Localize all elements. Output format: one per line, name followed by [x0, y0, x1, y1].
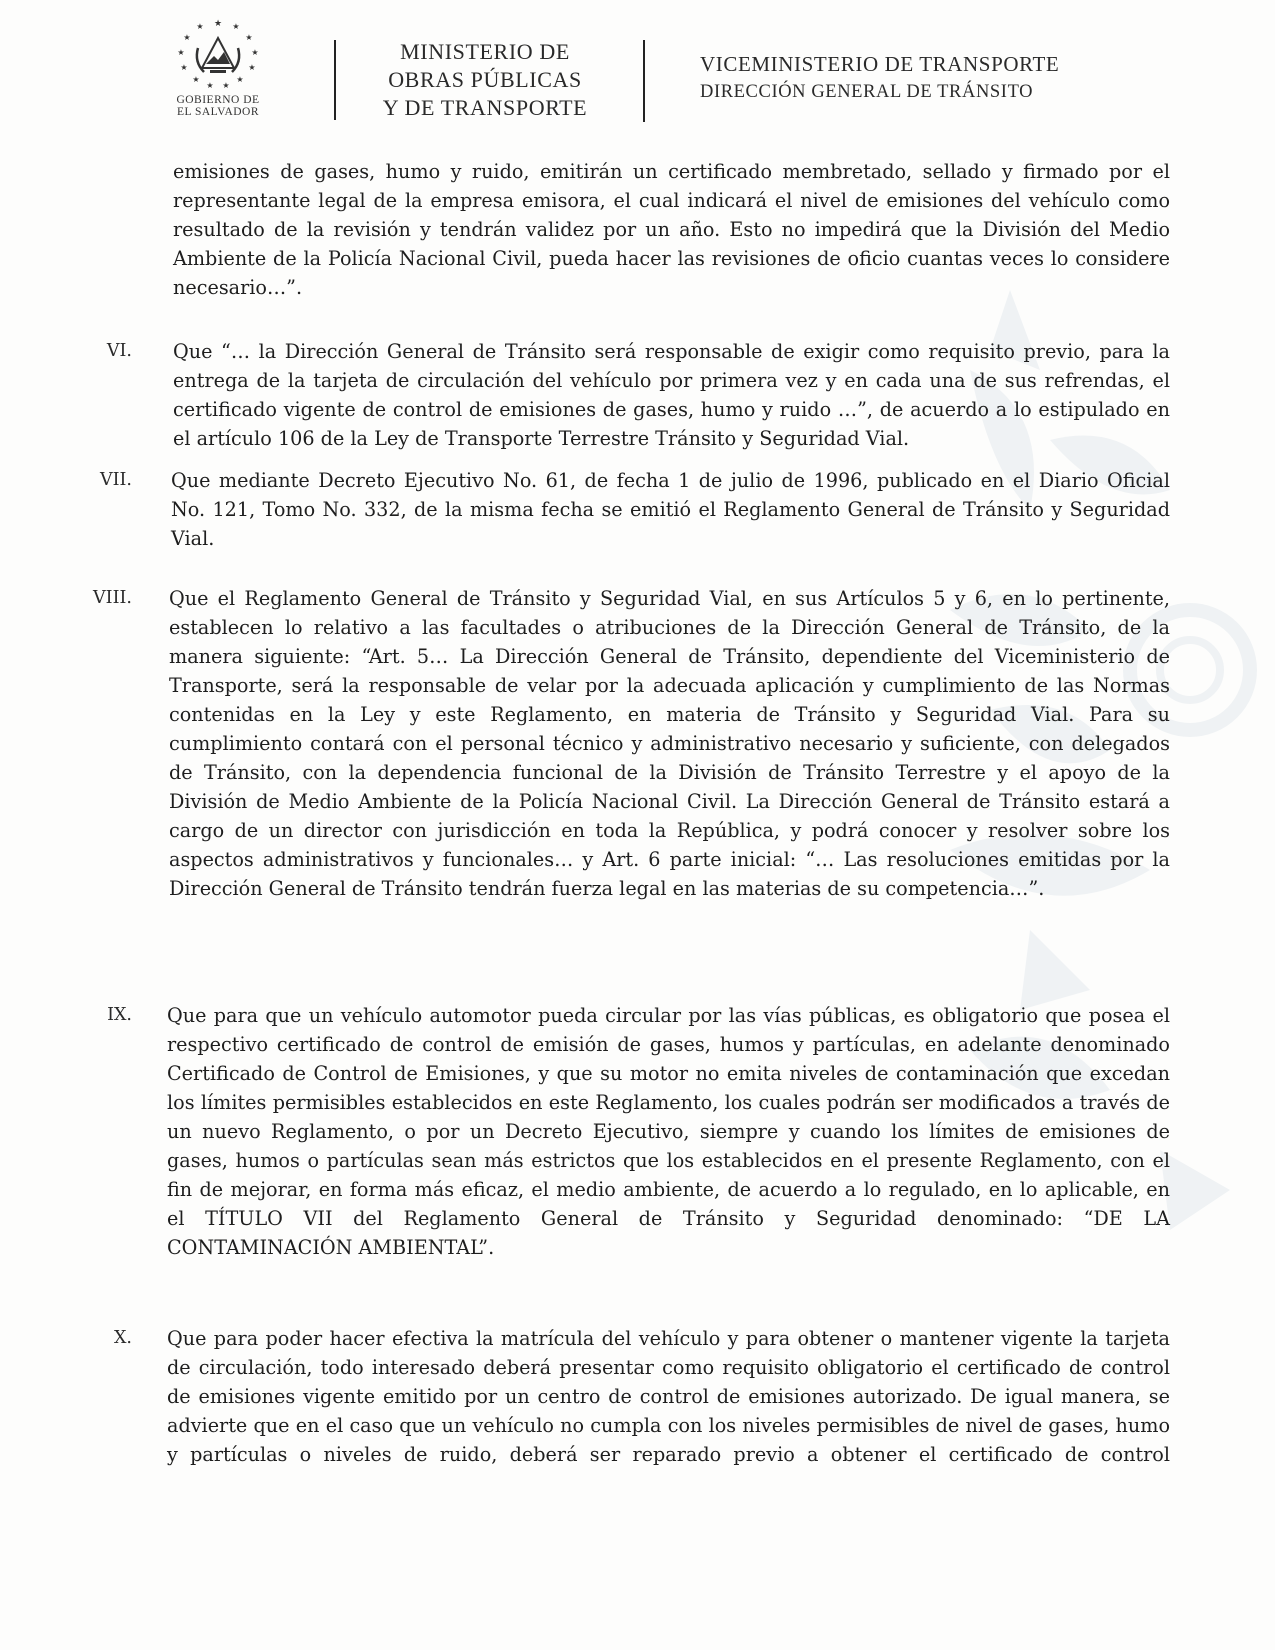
logo-caption: [158, 94, 278, 118]
vice-line2: DIRECCIÓN GENERAL DE TRÁNSITO: [700, 82, 1034, 102]
svg-text:★: ★: [232, 22, 240, 31]
svg-text:★: ★: [251, 48, 259, 57]
continuation-paragraph: emisiones de gases, humo y ruido, emitirán un certificado membretado, sellado y firmado por el representante legal de la empresa emisora, el cual indicará el nivel de emisiones del vehículo como resultado de la revisión y tendrán validez por un año. Esto no impedirá que la División del Medio Ambiente de la Policía Nacional Civil, pueda hacer las revisiones de oficio cuantas veces lo considere necesario…”.: [173, 160, 1170, 299]
item-number-viii: VIII.: [93, 588, 132, 608]
svg-text:★: ★: [213, 19, 223, 29]
ministry-line1: MINISTERIO DE: [400, 39, 570, 64]
header-divider-right: [643, 40, 645, 122]
svg-text:★: ★: [206, 81, 214, 90]
svg-text:★: ★: [236, 75, 244, 84]
item-text-vi: Que “… la Dirección General de Tránsito será responsable de exigir como requisito previo, para la entrega de la tarjeta de circulación del vehículo por primera vez y en cada una de sus refrendas, el certificado vigente de control de emisiones de gases, humo y ruido …”, de acuerdo a lo estipulado en el artículo 106 de la Ley de Transporte Terrestre Tránsito y Seguridad Vial.: [173, 340, 1170, 450]
item-text-viii: Que el Reglamento General de Tránsito y Seguridad Vial, en sus Artículos 5 y 6, en lo pertinente, establecen lo relativo a las facultades o atribuciones de la Dirección General de Tránsito, de la manera siguiente: “Art. 5… La Dirección General de Tránsito, dependiente del Viceministerio de Transporte, será la responsable de velar por la adecuada aplicación y cumplimiento de las Normas contenidas en la Ley y este Reglamento, en materia de Tránsito y Seguridad Vial. Para su cumplimiento contará con el personal técnico y administrativo necesario y suficiente, con delegados de Tránsito, con la dependencia funcional de la División de Tránsito Terrestre y el apoyo de la División de Medio Ambiente de la Policía Nacional Civil. La Dirección General de Tránsito estará a cargo de un director con jurisdicción en toda la República, y podrá conocer y resolver sobre los aspectos administrativos y funcionales… y Art. 6 parte inicial: “… Las resoluciones emitidas por la Dirección General de Tránsito tendrán fuerza legal en las materias de su competencia…”.: [169, 587, 1170, 900]
header-divider-left: [334, 40, 336, 120]
item-text-ix: Que para que un vehículo automotor pueda circular por las vías públicas, es obligatorio que posea el respectivo certificado de control de emisión de gases, humos y partículas, en adelante denominado Certificado de Control de Emisiones, y que su motor no emita niveles de contaminación que excedan los límites permisibles establecidos en este Reglamento, los cuales podrán ser modificados a través de un nuevo Reglamento, o por un Decreto Ejecutivo, siempre y cuando los límites de emisiones de gases, humos o partículas sean más estrictos que los establecidos en el presente Reglamento, con el fin de mejorar, en forma más eficaz, el medio ambiente, de acuerdo a lo regulado, en lo aplicable, en el TÍTULO VII del Reglamento General de Tránsito y Seguridad denominado: “DE LA CONTAMINACIÓN AMBIENTAL”.: [167, 1004, 1170, 1259]
item-number-vi: VI.: [106, 341, 132, 361]
svg-text:★: ★: [248, 63, 256, 72]
item-number-x: X.: [113, 1328, 132, 1348]
logo-text-line1: GOBIERNO DE: [176, 94, 260, 106]
logo-text-line2: EL SALVADOR: [176, 106, 260, 118]
government-logo: [158, 18, 278, 124]
item-number-ix: IX.: [107, 1005, 132, 1025]
svg-text:★: ★: [180, 63, 188, 72]
item-number-vii: VII.: [99, 470, 132, 490]
item-text-vii: Que mediante Decreto Ejecutivo No. 61, de fecha 1 de julio de 1996, publicado en el Diario Oficial No. 121, Tomo No. 332, de la misma fecha se emitió el Reglamento General de Tránsito y Seguridad Vial.: [171, 469, 1170, 550]
svg-text:★: ★: [177, 48, 185, 57]
ministry-line3: Y DE TRANSPORTE: [382, 95, 588, 120]
svg-text:★: ★: [183, 33, 191, 42]
item-text-x: Que para poder hacer efectiva la matrícula del vehículo y para obtener o mantener vigente la tarjeta de circulación, todo interesado deberá presentar como requisito obligatorio el certificado de control de emisiones vigente emitido por un centro de control de emisiones autorizado. De igual manera, se advierte que en el caso que un vehículo no cumpla con los niveles permisibles de nivel de gases, humo y partículas o niveles de ruido, deberá ser reparado previo a obtener el certificado de control: [167, 1327, 1170, 1466]
svg-text:★: ★: [222, 81, 230, 90]
letterhead: [0, 0, 1275, 140]
vice-line1: VICEMINISTERIO DE TRANSPORTE: [700, 52, 1060, 76]
el-salvador-coat-of-arms-icon: [170, 18, 266, 92]
svg-text:★: ★: [196, 22, 204, 31]
ministry-name: [360, 38, 610, 122]
svg-text:★: ★: [245, 33, 253, 42]
vice-ministry-name: [700, 50, 1140, 106]
svg-text:★: ★: [192, 75, 200, 84]
ministry-line2: OBRAS PÚBLICAS: [388, 67, 582, 92]
